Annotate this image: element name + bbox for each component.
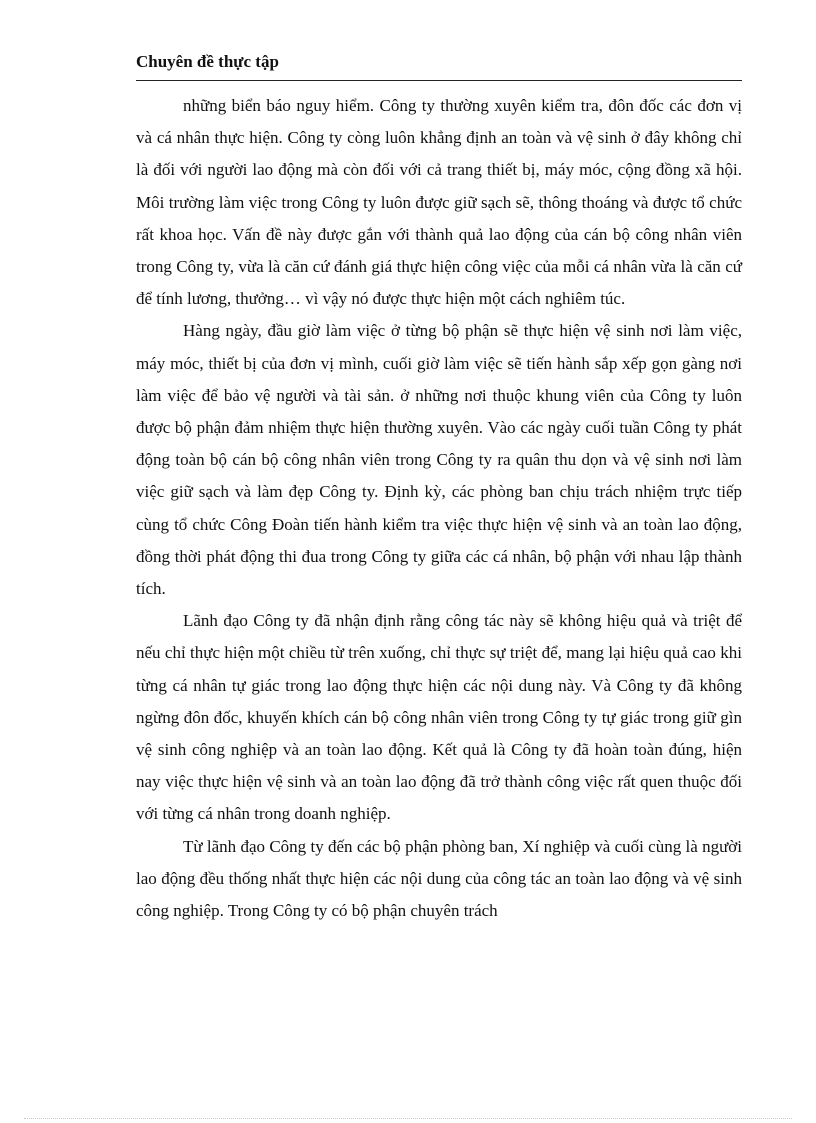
body-paragraph-3: Lãnh đạo Công ty đã nhận định rằng công tác này sẽ không hiệu quả và triệt để nếu chỉ thực hiện một chiều từ trên xuống, chỉ thực sự triệt để, mang lại hiệu quả cao khi từng cá nhân tự giác trong lao động thực hiện các nội dung này. Và Công ty đã không ngừng đôn đốc, khuyến khích cán bộ công nhân viên trong Công ty tự giác trong giữ gìn vệ sinh công nghiệp và an toàn lao động. Kết quả là Công ty đã hoàn toàn đúng, hiện nay việc thực hiện vệ sinh và an toàn lao động đã trở thành công việc rất quen thuộc đối với từng cá nhân trong doanh nghiệp.: [136, 611, 742, 824]
header-divider: [136, 80, 742, 81]
body-paragraph-4: Từ lãnh đạo Công ty đến các bộ phận phòng ban, Xí nghiệp và cuối cùng là người lao động đều thống nhất thực hiện các nội dung của công tác an toàn lao động và vệ sinh công nghiệp. Trong Công ty có bộ phận chuyên trách: [136, 836, 742, 921]
body-paragraph-2: Hàng ngày, đầu giờ làm việc ở từng bộ phận sẽ thực hiện vệ sinh nơi làm việc, máy móc, thiết bị của đơn vị mình, cuối giờ làm việc sẽ tiến hành sắp xếp gọn gàng nơi làm việc để bảo vệ người và tài sản. ở những nơi thuộc khung viên của Công ty luôn được bộ phận đảm nhiệm thực hiện thường xuyên. Vào các ngày cuối tuần Công ty phát động toàn bộ cán bộ công nhân viên trong Công ty ra quân thu dọn và vệ sinh nơi làm việc giữ sạch và làm đẹp Công ty. Định kỳ, các phòng ban chịu trách nhiệm trực tiếp cùng tổ chức Công Đoàn tiến hành kiểm tra việc thực hiện vệ sinh và an toàn lao động, đồng thời phát động thi đua trong Công ty giữa các cá nhân, bộ phận với nhau lập thành tích.: [136, 321, 742, 599]
document-body: [136, 90, 742, 927]
body-paragraph-1: những biển báo nguy hiểm. Công ty thường xuyên kiểm tra, đôn đốc các đơn vị và cá nhân thực hiện. Công ty còng luôn khẳng định an toàn và vệ sinh ở đây không chỉ là đối với người lao động mà còn đối với cả trang thiết bị, máy móc, cộng đồng xã hội. Môi trường làm việc trong Công ty luôn được giữ sạch sẽ, thông thoáng và được tổ chức rất khoa học. Vấn đề này được gắn với thành quả lao động của cán bộ công nhân viên trong Công ty, vừa là căn cứ đánh giá thực hiện công việc của mỗi cá nhân vừa là căn cứ để tính lương, thưởng… vì vậy nó được thực hiện một cách nghiêm túc.: [136, 96, 742, 309]
footer-dotted-line: [24, 1118, 792, 1119]
header-title: Chuyên đề thực tập: [136, 52, 279, 71]
page-header: [136, 50, 742, 89]
